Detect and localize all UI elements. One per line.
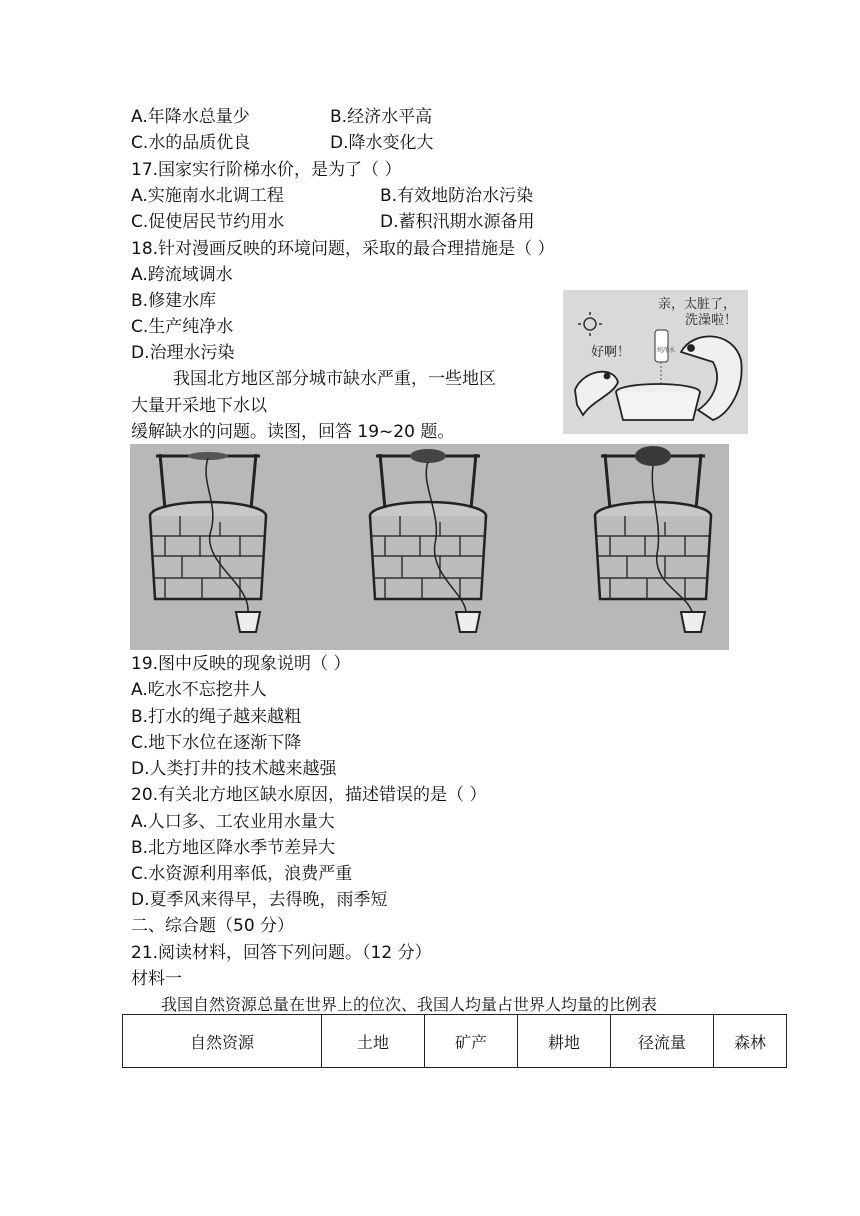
table-header-cell: 土地 xyxy=(322,1015,425,1068)
table-header-cell: 耕地 xyxy=(518,1015,611,1068)
table-header-cell: 自然资源 xyxy=(123,1015,322,1068)
small-fish-icon xyxy=(575,372,618,415)
q19-option-c: C.地下水位在逐渐下降 xyxy=(131,733,302,753)
q18-option-b: B.修建水库 xyxy=(131,291,217,311)
resources-table xyxy=(122,1014,787,1068)
well-1-icon xyxy=(150,452,266,632)
q21-stem: 21.阅读材料，回答下列问题。（12 分） xyxy=(131,943,432,963)
wells-figure xyxy=(130,444,729,650)
section-2-title: 二、综合题（50 分） xyxy=(131,916,295,936)
q20-stem: 20.有关北方地区缺水原因，描述错误的是（ ） xyxy=(131,785,487,805)
q19-stem: 19.图中反映的现象说明（ ） xyxy=(131,654,351,674)
table-header-row xyxy=(123,1015,787,1068)
q16-option-a: A.年降水总量少 xyxy=(131,107,250,127)
material-label: 材料一 xyxy=(131,969,182,989)
q17-option-a: A.实施南水北调工程 xyxy=(131,186,284,206)
well-2-icon xyxy=(370,449,486,632)
cartoon-speech-small: 好啊！ xyxy=(591,345,631,360)
water-bottle-icon xyxy=(655,330,675,386)
q20-option-a: A.人口多、工农业用水量大 xyxy=(131,812,335,832)
q19-option-b: B.打水的绳子越来越粗 xyxy=(131,707,302,727)
q20-option-b: B.北方地区降水季节差异大 xyxy=(131,838,336,858)
svg-text:纯净水: 纯净水 xyxy=(657,347,676,354)
pollution-cartoon xyxy=(563,290,748,434)
q17-option-c: C.促使居民节约用水 xyxy=(131,212,285,232)
intro-line-1: 我国北方地区部分城市缺水严重，一些地区 xyxy=(173,369,496,389)
table-header-cell: 森林 xyxy=(714,1015,787,1068)
q20-option-d: D.夏季风来得早，去得晚，雨季短 xyxy=(131,890,388,910)
well-3-icon xyxy=(595,446,711,632)
cartoon-speech-2: 洗澡啦！ xyxy=(685,313,738,328)
table-header-cell: 矿产 xyxy=(425,1015,518,1068)
intro-line-2: 大量开采地下水以 xyxy=(131,396,267,416)
intro-line-3: 缓解缺水的问题。读图，回答 19~20 题。 xyxy=(131,422,455,442)
q20-option-c: C.水资源利用率低，浪费严重 xyxy=(131,864,353,884)
q17-option-d: D.蓄积汛期水源备用 xyxy=(380,212,535,232)
q18-option-c: C.生产纯净水 xyxy=(131,317,234,337)
q17-option-b: B.有效地防治水污染 xyxy=(380,186,534,206)
q16-option-c: C.水的品质优良 xyxy=(131,133,251,153)
table-header-cell: 径流量 xyxy=(611,1015,714,1068)
table-caption: 我国自然资源总量在世界上的位次、我国人均量占世界人均量的比例表 xyxy=(161,995,658,1014)
bathtub-icon xyxy=(616,384,700,420)
cartoon-speech-1: 亲，太脏了， xyxy=(658,297,737,312)
sun-icon xyxy=(578,312,602,336)
q17-stem: 17.国家实行阶梯水价，是为了（ ） xyxy=(131,160,402,180)
q19-option-a: A.吃水不忘挖井人 xyxy=(131,680,267,700)
q18-option-d: D.治理水污染 xyxy=(131,343,235,363)
q18-option-a: A.跨流域调水 xyxy=(131,265,233,285)
q18-stem: 18.针对漫画反映的环境问题，采取的最合理措施是（ ） xyxy=(131,239,555,259)
q19-option-d: D.人类打井的技术越来越强 xyxy=(131,759,337,779)
q16-option-b: B.经济水平高 xyxy=(330,107,433,127)
q16-option-d: D.降水变化大 xyxy=(330,133,434,153)
